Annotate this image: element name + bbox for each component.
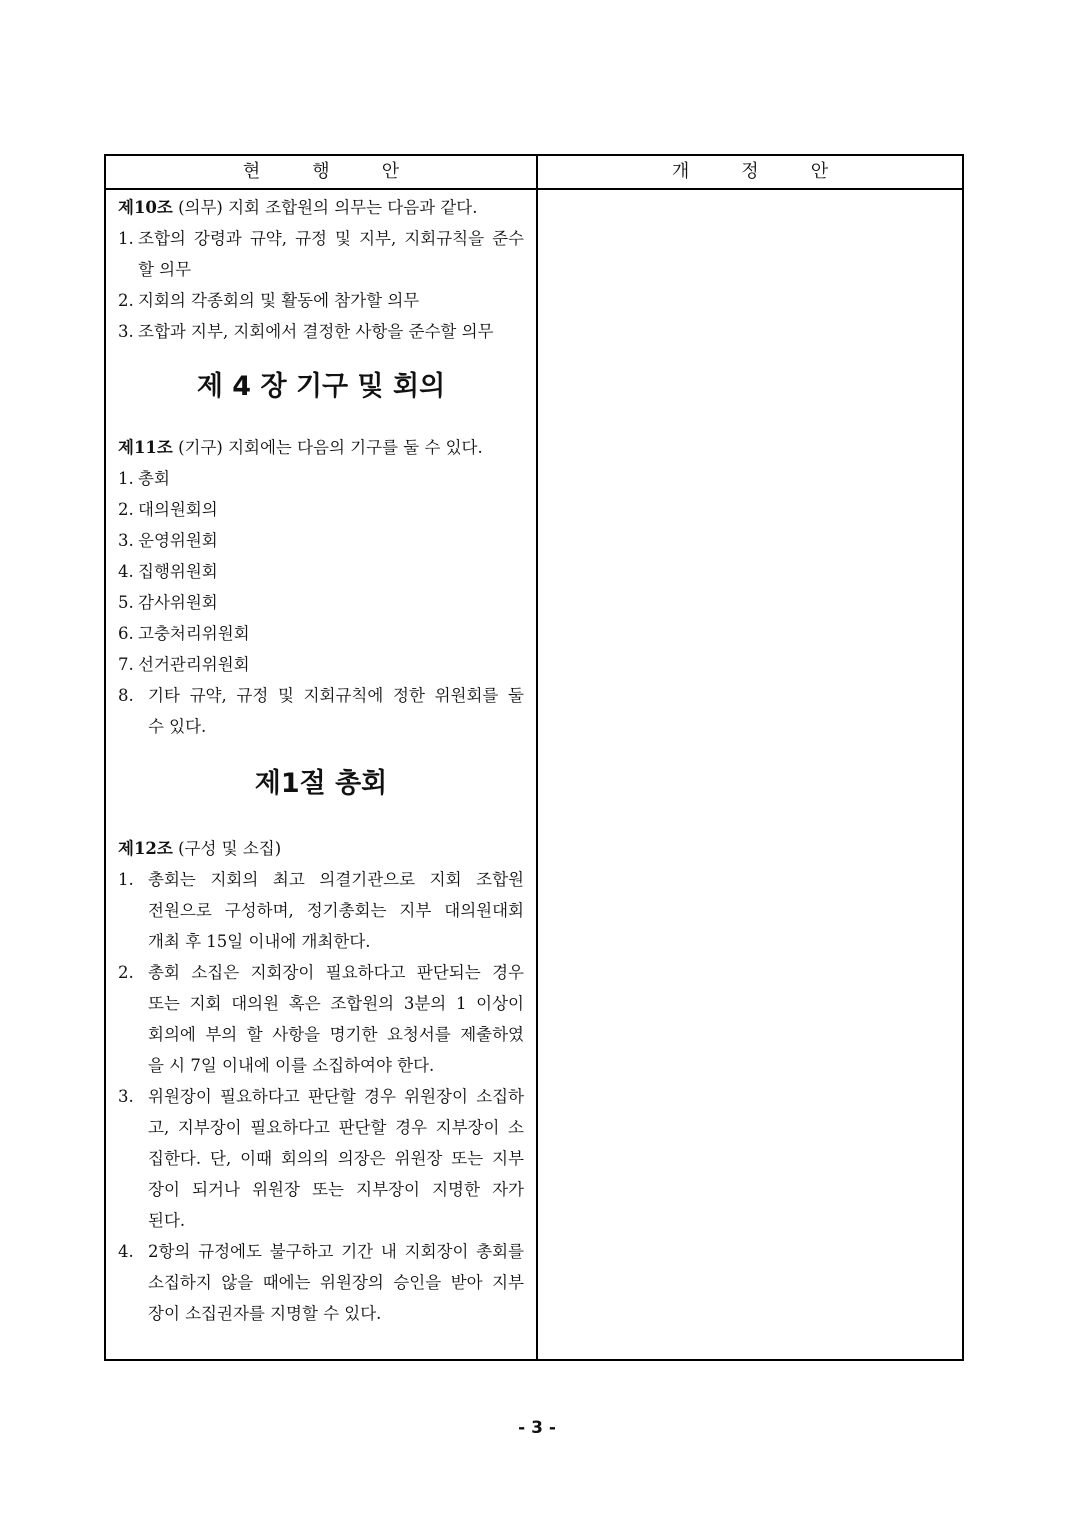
list-item: 1. 조합의 강령과 규약, 규정 및 지부, 지회규칙을 준수 할 의무 [118, 229, 524, 279]
article-10-title: 제10조 (의무) 지회 조합원의 의무는 다음과 같다. [118, 198, 478, 217]
list-item: 2. 총회 소집은 지회장이 필요하다고 판단되는 경우 또는 지회 대의원 혹은 조합원의 3분의 1 이상이 회의에 부의 할 사항을 명기한 요청서를 제출하였 을 시 7일 이내에 이를 소집하여야 한다. [118, 963, 524, 1075]
list-item: 4. 2항의 규정에도 불구하고 기간 내 지회장이 총회를 소집하지 않을 때에는 위원장의 승인을 받아 지부 장이 소집권자를 지명할 수 있다. [118, 1242, 524, 1323]
header-current-version: 현 행 안 [242, 161, 400, 182]
list-item: 4. 집행위원회 [118, 562, 218, 581]
list-item: 3. 위원장이 필요하다고 판단할 경우 위원장이 소집하 고, 지부장이 필요하다고 판단할 경우 지부장이 소 집한다. 단, 이때 회의의 의장은 위원장 또는 지부 장이 되거나 위원장 또는 지부장이 지명한 자가 된다. [118, 1087, 524, 1230]
comparison-table [104, 154, 964, 1361]
list-item: 6. 고충처리위원회 [118, 624, 250, 643]
list-item: 8. 기타 규약, 규정 및 지회규칙에 정한 위원회를 둘 수 있다. [118, 686, 524, 736]
chapter-4-heading: 제 4 장 기구 및 회의 [196, 371, 446, 402]
current-version-column [118, 192, 524, 1329]
list-item: 2. 지회의 각종회의 및 활동에 참가할 의무 [118, 291, 420, 310]
header-revised-version: 개 정 안 [671, 161, 829, 182]
list-item: 3. 조합과 지부, 지회에서 결정한 사항을 준수할 의무 [118, 322, 494, 341]
list-item: 2. 대의원회의 [118, 500, 218, 519]
article-12-title: 제12조 (구성 및 소집) [118, 839, 282, 858]
list-item: 3. 운영위원회 [118, 531, 218, 550]
page-number: - 3 - [518, 1418, 556, 1438]
list-item: 1. 총회 [118, 469, 170, 488]
table-header-row [106, 156, 962, 190]
section-1-heading: 제1절 총회 [254, 768, 388, 799]
article-11-title: 제11조 (기구) 지회에는 다음의 기구를 둘 수 있다. [118, 438, 483, 457]
list-item: 7. 선거관리위원회 [118, 655, 250, 674]
list-item: 1. 총회는 지회의 최고 의결기관으로 지회 조합원 전원으로 구성하며, 정기총회는 지부 대의원대회 개최 후 15일 이내에 개최한다. [118, 870, 524, 951]
list-item: 5. 감사위원회 [118, 593, 218, 612]
column-divider [536, 156, 538, 1359]
